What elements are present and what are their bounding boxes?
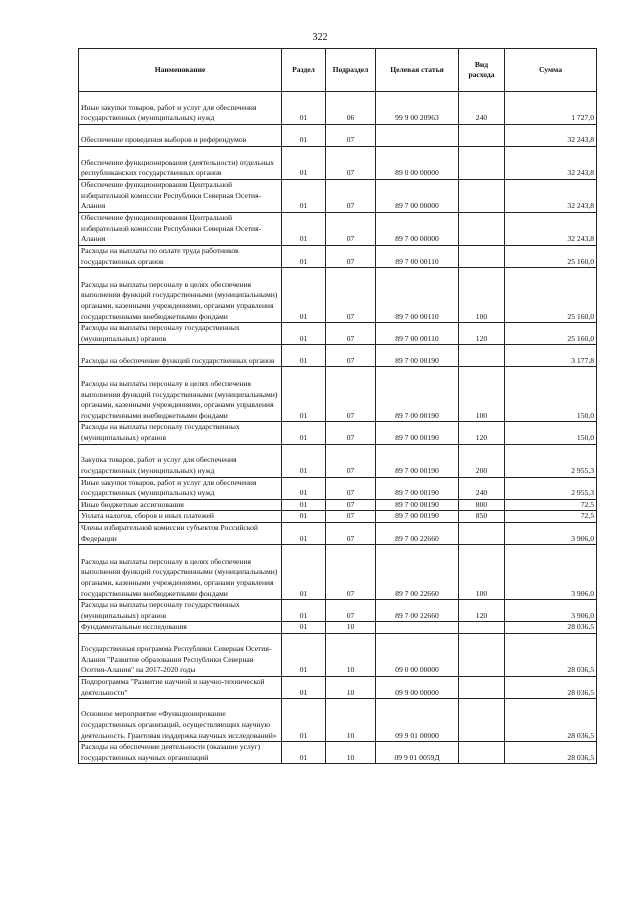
table-row — [79, 422, 597, 444]
row-section: 01 — [282, 444, 326, 477]
row-target — [376, 622, 459, 634]
row-name: Обеспечение функционирования Центральной избирательной комиссии Республики Северная Осетия-Алания — [79, 180, 282, 213]
row-target: 09 9 01 00000 — [376, 699, 459, 742]
row-subsection: 07 — [326, 522, 376, 544]
row-target: 89 7 00 00190 — [376, 422, 459, 444]
row-subsection: 06 — [326, 92, 376, 125]
row-type — [459, 676, 505, 698]
row-subsection: 10 — [326, 699, 376, 742]
row-sum: 32 243,8 — [505, 180, 597, 213]
row-section: 01 — [282, 422, 326, 444]
row-type — [459, 246, 505, 268]
row-subsection: 10 — [326, 676, 376, 698]
row-name: Иные закупки товаров, работ и услуг для обеспечения государственных (муниципальных) нужд — [79, 92, 282, 125]
table-row — [79, 622, 597, 634]
table-body — [79, 92, 597, 764]
row-type: 800 — [459, 499, 505, 511]
row-subsection: 07 — [326, 147, 376, 180]
row-target: 89 7 00 00000 — [376, 213, 459, 246]
row-name: Уплата налогов, сборов и иных платежей — [79, 511, 282, 523]
row-type: 120 — [459, 422, 505, 444]
row-type: 200 — [459, 444, 505, 477]
row-target: 89 7 00 00190 — [376, 345, 459, 367]
row-name: Расходы на выплаты персоналу в целях обеспечения выполнения функций государственными (муниципальными) органами, казенными учреждениями, органами управления государственными внебюджетными фондами — [79, 367, 282, 422]
table-row — [79, 246, 597, 268]
row-section: 01 — [282, 323, 326, 345]
row-target: 89 7 00 00190 — [376, 511, 459, 523]
row-name: Расходы на выплаты персоналу в целях обеспечения выполнения функций государственными (муниципальными) органами, казенными учреждениями, органами управления государственными внебюджетными фондами — [79, 545, 282, 600]
table-row — [79, 444, 597, 477]
row-subsection: 07 — [326, 422, 376, 444]
table-row — [79, 522, 597, 544]
row-type — [459, 622, 505, 634]
row-section: 01 — [282, 622, 326, 634]
row-section: 01 — [282, 367, 326, 422]
table-row — [79, 499, 597, 511]
row-section: 01 — [282, 511, 326, 523]
row-type: 850 — [459, 511, 505, 523]
row-name: Расходы на выплаты персоналу государственных (муниципальных) органов — [79, 600, 282, 622]
row-type: 240 — [459, 92, 505, 125]
row-section: 01 — [282, 499, 326, 511]
row-sum: 32 243,8 — [505, 213, 597, 246]
row-target: 09 0 00 00000 — [376, 633, 459, 676]
table-row — [79, 742, 597, 764]
row-type: 120 — [459, 600, 505, 622]
table-header-row — [79, 49, 597, 92]
row-name: Расходы на выплаты персоналу государственных (муниципальных) органов — [79, 323, 282, 345]
row-section: 01 — [282, 147, 326, 180]
table-row — [79, 600, 597, 622]
row-subsection: 10 — [326, 622, 376, 634]
row-sum: 150,0 — [505, 367, 597, 422]
row-section: 01 — [282, 699, 326, 742]
row-subsection: 10 — [326, 742, 376, 764]
row-subsection: 07 — [326, 345, 376, 367]
header-target: Целевая статья — [376, 49, 459, 92]
row-type: 120 — [459, 323, 505, 345]
row-sum: 2 955,3 — [505, 444, 597, 477]
header-section: Раздел — [282, 49, 326, 92]
row-sum: 3 906,0 — [505, 545, 597, 600]
row-type — [459, 213, 505, 246]
row-name: Фундаментальные исследования — [79, 622, 282, 634]
row-sum: 28 036,5 — [505, 742, 597, 764]
row-section: 01 — [282, 545, 326, 600]
row-sum: 25 160,0 — [505, 246, 597, 268]
row-sum: 28 036,5 — [505, 633, 597, 676]
row-subsection: 07 — [326, 444, 376, 477]
table-row — [79, 699, 597, 742]
row-sum: 2 955,3 — [505, 477, 597, 499]
header-sum: Сумма — [505, 49, 597, 92]
row-sum: 32 243,8 — [505, 147, 597, 180]
row-subsection: 07 — [326, 125, 376, 147]
row-target: 89 7 00 22660 — [376, 600, 459, 622]
row-subsection: 07 — [326, 511, 376, 523]
row-sum: 3 906,0 — [505, 600, 597, 622]
row-section: 01 — [282, 633, 326, 676]
row-section: 01 — [282, 125, 326, 147]
row-target: 89 7 00 00110 — [376, 246, 459, 268]
row-target: 09 9 01 0059Д — [376, 742, 459, 764]
row-type — [459, 699, 505, 742]
row-name: Обеспечение функционирования (деятельности) отдельных республиканских государственных органов — [79, 147, 282, 180]
row-subsection: 07 — [326, 180, 376, 213]
row-type: 100 — [459, 367, 505, 422]
row-name: Закупка товаров, работ и услуг для обеспечения государственных (муниципальных) нужд — [79, 444, 282, 477]
row-sum: 32 243,8 — [505, 125, 597, 147]
table-row — [79, 545, 597, 600]
budget-table — [78, 48, 597, 764]
row-sum: 1 727,0 — [505, 92, 597, 125]
row-subsection: 07 — [326, 213, 376, 246]
row-subsection: 07 — [326, 499, 376, 511]
row-section: 01 — [282, 345, 326, 367]
row-section: 01 — [282, 268, 326, 323]
row-type: 100 — [459, 545, 505, 600]
header-name: Наименование — [79, 49, 282, 92]
row-target: 89 7 00 00190 — [376, 477, 459, 499]
row-sum: 28 036,5 — [505, 699, 597, 742]
table-row — [79, 477, 597, 499]
row-type — [459, 522, 505, 544]
row-name: Расходы на выплаты персоналу в целях обеспечения выполнения функций государственными (муниципальными) органами, казенными учреждениями, органами управления государственными внебюджетными фондами — [79, 268, 282, 323]
row-type — [459, 180, 505, 213]
row-name: Расходы на обеспечение функций государственных органов — [79, 345, 282, 367]
row-type — [459, 345, 505, 367]
page-number: 322 — [312, 32, 328, 43]
row-name: Обеспечение функционирования Центральной избирательной комиссии Республики Северная Осетия-Алания — [79, 213, 282, 246]
row-sum: 72,5 — [505, 511, 597, 523]
row-section: 01 — [282, 246, 326, 268]
row-target: 89 7 00 00110 — [376, 268, 459, 323]
table-row — [79, 147, 597, 180]
table-row — [79, 213, 597, 246]
row-type — [459, 125, 505, 147]
table-row — [79, 125, 597, 147]
row-target: 89 7 00 00190 — [376, 367, 459, 422]
row-subsection: 07 — [326, 268, 376, 323]
table-row — [79, 367, 597, 422]
row-section: 01 — [282, 600, 326, 622]
row-name: Расходы на обеспечение деятельности (оказание услуг) государственных научных организаций — [79, 742, 282, 764]
row-sum: 72,5 — [505, 499, 597, 511]
row-sum: 28 036,5 — [505, 676, 597, 698]
row-target: 89 7 00 22660 — [376, 545, 459, 600]
row-section: 01 — [282, 213, 326, 246]
row-target: 89 7 00 00000 — [376, 180, 459, 213]
row-name: Расходы на выплаты по оплате труда работников государственных органов — [79, 246, 282, 268]
row-type: 240 — [459, 477, 505, 499]
row-target: 89 7 00 00190 — [376, 499, 459, 511]
table-row — [79, 676, 597, 698]
row-subsection: 07 — [326, 323, 376, 345]
table-row — [79, 345, 597, 367]
row-section: 01 — [282, 92, 326, 125]
row-target: 89 7 00 00190 — [376, 444, 459, 477]
row-name: Члены избирательной комиссии субъектов Российской Федерации — [79, 522, 282, 544]
table-row — [79, 268, 597, 323]
header-type: Вид расхода — [459, 49, 505, 92]
table-row — [79, 180, 597, 213]
row-sum: 25 160,0 — [505, 268, 597, 323]
row-name: Иные закупки товаров, работ и услуг для обеспечения государственных (муниципальных) нужд — [79, 477, 282, 499]
row-name: Основное мероприятие «Функционирование государственных организаций, осуществляющих научную деятельность. Грантовая поддержка научных исследований» — [79, 699, 282, 742]
row-sum: 3 177,8 — [505, 345, 597, 367]
row-section: 01 — [282, 477, 326, 499]
row-name: Расходы на выплаты персоналу государственных (муниципальных) органов — [79, 422, 282, 444]
row-subsection: 07 — [326, 367, 376, 422]
row-name: Обеспечение проведения выборов и референдумов — [79, 125, 282, 147]
row-section: 01 — [282, 522, 326, 544]
row-type — [459, 633, 505, 676]
row-target: 09 9 00 00000 — [376, 676, 459, 698]
row-name: Государственная программа Республики Северная Осетия-Алания "Развитие образования Республики Северная Осетия-Алания" на 2017-2020 годы — [79, 633, 282, 676]
row-section: 01 — [282, 676, 326, 698]
row-subsection: 07 — [326, 477, 376, 499]
row-target — [376, 125, 459, 147]
row-sum: 25 160,0 — [505, 323, 597, 345]
row-sum: 28 036,5 — [505, 622, 597, 634]
table-row — [79, 323, 597, 345]
row-target: 99 9 00 20963 — [376, 92, 459, 125]
row-sum: 3 906,0 — [505, 522, 597, 544]
row-subsection: 07 — [326, 246, 376, 268]
row-sum: 150,0 — [505, 422, 597, 444]
header-subsection: Подраздел — [326, 49, 376, 92]
table-row — [79, 633, 597, 676]
table-row — [79, 511, 597, 523]
row-subsection: 07 — [326, 600, 376, 622]
row-target: 89 0 00 00000 — [376, 147, 459, 180]
row-subsection: 10 — [326, 633, 376, 676]
row-section: 01 — [282, 180, 326, 213]
row-section: 01 — [282, 742, 326, 764]
row-target: 89 7 00 22660 — [376, 522, 459, 544]
row-target: 89 7 00 00110 — [376, 323, 459, 345]
row-name: Иные бюджетные ассигнования — [79, 499, 282, 511]
row-type — [459, 742, 505, 764]
row-type: 100 — [459, 268, 505, 323]
row-name: Подпрограмма "Развитие научной и научно-технической деятельности" — [79, 676, 282, 698]
table-row — [79, 92, 597, 125]
row-type — [459, 147, 505, 180]
row-subsection: 07 — [326, 545, 376, 600]
